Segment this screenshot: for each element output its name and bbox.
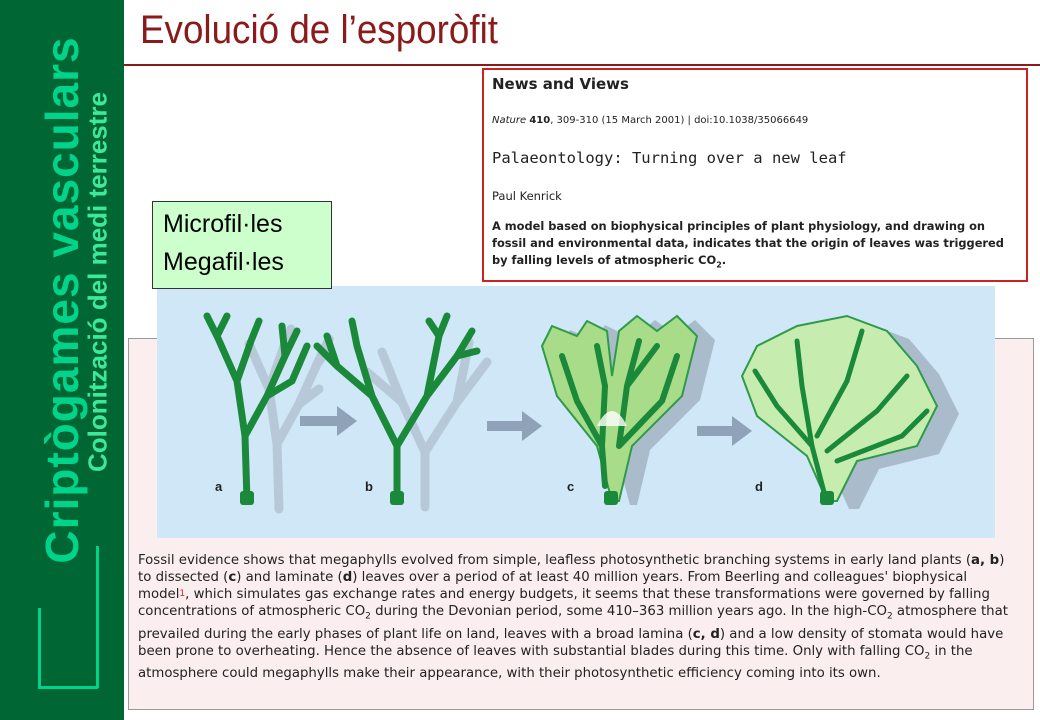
- panel-a-branching: [207, 316, 329, 509]
- panel-c-dissected-leaf: [542, 316, 715, 505]
- slide-title: Evolució de l’esporòfit: [140, 8, 498, 52]
- journal-pages: , 309-310 (15 March 2001) | doi:10.1038/35066649: [550, 115, 809, 126]
- reference-link[interactable]: 1: [179, 589, 186, 599]
- news-title: Palaeontology: Turning over a new leaf: [492, 149, 847, 167]
- bracket-decoration: [96, 546, 99, 688]
- label-megaphylls: Megafil·les: [163, 248, 284, 276]
- arrow-icon: [487, 411, 542, 441]
- panel-label-a: a: [215, 479, 223, 494]
- figure-caption: Fossil evidence shows that megaphylls evolved from simple, leafless photosynthetic branching systems in early land plants (a, b) to dissected (c) and laminate (d) leaves over a period of at least 40 million years. From Beerling and colleagues' biophysical model$^1$, which simulates gas exchange rates and energy budgets, it seems that these transformations were governed by falling concentrations of atmospheric $CO_2$ during the Devonian period, some 410–363 million years ago. In the high-$CO_2$ atmosphere that prevailed during the early phases of plant life on land, leaves with a broad lamina (c, d) and a low density of stomata would have been prone to overheating. Hence the absence of leaves with substantial blades during this time. Only with falling $CO_2$ in the atmosphere could megaphylls make their appearance, with their photosynthetic efficiency coming into its own.: [138, 553, 1008, 682]
- panel-label-c: c: [567, 479, 575, 494]
- news-clipping: [482, 68, 1028, 282]
- leaf-evolution-figure: [157, 286, 995, 538]
- arrow-icon: [300, 406, 357, 436]
- bracket-decoration: [38, 686, 98, 689]
- news-author: Paul Kenrick: [492, 189, 562, 203]
- bracket-decoration: [38, 608, 41, 688]
- leaf-types-box: [152, 201, 332, 289]
- sidebar-title: Criptògames vasculars: [36, 36, 88, 564]
- news-heading: News and Views: [492, 75, 629, 93]
- journal-volume: 410: [529, 115, 551, 126]
- news-citation: [492, 115, 808, 126]
- arrow-icon: [697, 416, 752, 446]
- figure-illustration: [157, 286, 995, 538]
- panel-label-d: d: [755, 479, 763, 494]
- panel-label-b: b: [365, 479, 373, 494]
- label-microphylls: Microfil·les: [163, 210, 283, 238]
- sidebar-subtitle: Colonització del medi terrestre: [82, 92, 113, 472]
- news-abstract: A model based on biophysical principles of plant physiology, and drawing on fossil and environmental data, indicates that the origin of leaves was triggered by falling levels of atmospheric $CO_2$.: [492, 219, 1004, 270]
- journal-name: Nature: [492, 115, 527, 126]
- panel-d-laminate-leaf: [742, 316, 959, 509]
- title-divider: [124, 64, 1040, 66]
- sidebar: [0, 0, 124, 720]
